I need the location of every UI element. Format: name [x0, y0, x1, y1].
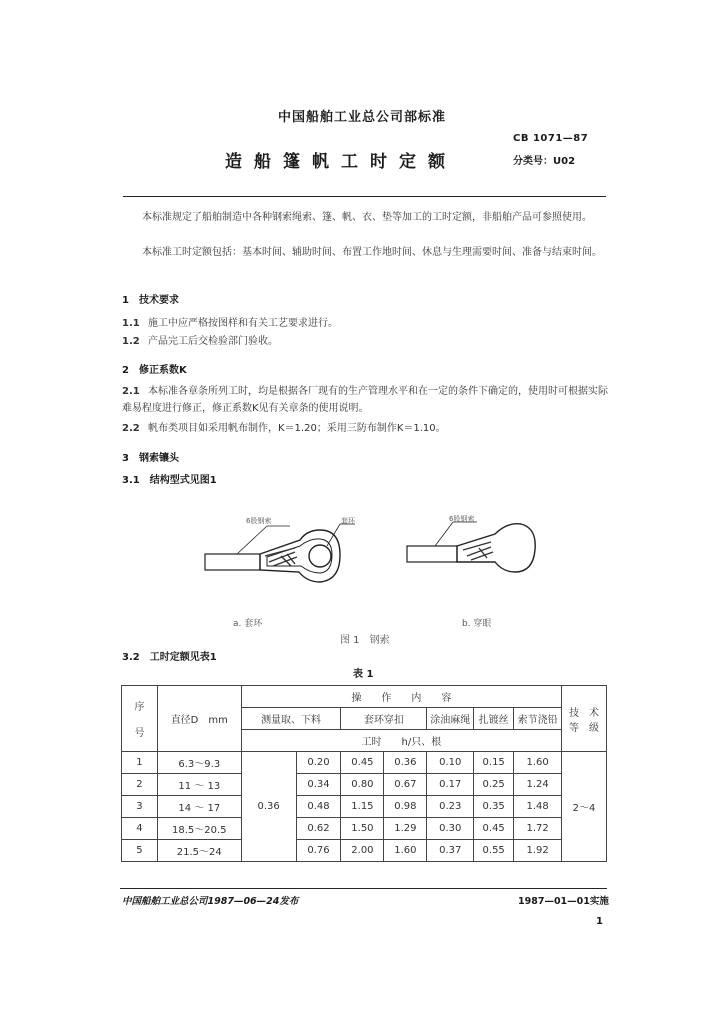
header-op-lead: 索节浇铅: [514, 708, 562, 730]
table-row: [122, 774, 607, 796]
header-op-thimble: 套环穿扣: [341, 708, 427, 730]
cell-v5: 0.45: [474, 818, 514, 840]
item-number: 1.1: [122, 318, 140, 329]
item-1-2: [122, 332, 278, 347]
cell-grade: 2～4: [562, 752, 607, 862]
fig-caption-b: b. 穿眼: [462, 619, 492, 629]
cell-v1: 0.76: [296, 840, 341, 862]
cell-v5: 0.35: [474, 796, 514, 818]
section-2-heading: 2 修正系数K: [122, 365, 187, 376]
header-operations: 操 作 内 容: [241, 686, 561, 708]
table-row: [122, 818, 607, 840]
cell-no: 3: [122, 796, 158, 818]
cell-v5: 0.55: [474, 840, 514, 862]
cell-v2: 2.00: [341, 840, 384, 862]
section-1-heading: 1 技术要求: [122, 295, 179, 306]
cell-v6: 1.48: [514, 796, 562, 818]
item-text: 帆布类项目如采用帆布制作，K＝1.20；采用三防布制作K＝1.10。: [148, 423, 446, 434]
cell-dia: 14 ～ 17: [157, 796, 241, 818]
cell-v3: 0.36: [384, 752, 427, 774]
cell-v1: 0.62: [296, 818, 341, 840]
item-2-1: [122, 383, 608, 417]
cell-v1: 0.48: [296, 796, 341, 818]
cell-v3: 0.98: [384, 796, 427, 818]
header-op-oil: 涂油麻绳: [427, 708, 474, 730]
cell-v6: 1.24: [514, 774, 562, 796]
cell-v6: 1.72: [514, 818, 562, 840]
section-3-2-heading: 3.2 工时定额见表1: [122, 652, 217, 663]
cell-v4: 0.17: [427, 774, 474, 796]
item-number: 1.2: [122, 336, 140, 347]
thimble-drawing: [205, 524, 355, 582]
figure-caption: 图 1 钢索: [340, 635, 390, 646]
intro-paragraph-2: 本标准工时定额包括：基本时间、辅助时间、布置工作地时间、休息与生理需要时间、准备与结束时间。: [142, 247, 602, 258]
cell-v2: 1.50: [341, 818, 384, 840]
header-grade: 技 术 等 级: [562, 686, 607, 752]
section-3-heading: 3 钢索镶头: [122, 453, 179, 464]
header-rule: [123, 196, 606, 197]
standard-code: CB 1071—87: [513, 133, 589, 144]
cell-no: 2: [122, 774, 158, 796]
cell-v4: 0.10: [427, 752, 474, 774]
page-number: 1: [596, 916, 603, 927]
header-diameter: 直径D mm: [157, 686, 241, 752]
cell-dia: 18.5～20.5: [157, 818, 241, 840]
cell-v2: 0.45: [341, 752, 384, 774]
item-number: 2.2: [122, 423, 140, 434]
table-title: 表 1: [353, 669, 374, 680]
fig-b-wire-label: 6股钢索: [449, 515, 475, 523]
cell-v4: 0.30: [427, 818, 474, 840]
cell-v6: 1.92: [514, 840, 562, 862]
cell-v3: 0.67: [384, 774, 427, 796]
cell-v5: 0.25: [474, 774, 514, 796]
cell-v1: 0.34: [296, 774, 341, 796]
cell-v4: 0.37: [427, 840, 474, 862]
cell-dia: 6.3～9.3: [157, 752, 241, 774]
document-title: 造船篷帆工时定额: [225, 152, 457, 172]
table-header-row-1: [122, 686, 607, 708]
cell-v3: 1.29: [384, 818, 427, 840]
header-no: 序 号: [122, 686, 158, 752]
section-3-1-heading: 3.1 结构型式见图1: [122, 475, 217, 486]
footer-rule: [120, 888, 607, 889]
header-op-bind: 扎镀丝: [474, 708, 514, 730]
item-text: 施工中应严格按图样和有关工艺要求进行。: [148, 318, 338, 329]
cell-no: 4: [122, 818, 158, 840]
cell-v4: 0.23: [427, 796, 474, 818]
classification-code: 分类号：U02: [513, 156, 576, 167]
intro-paragraph-1: 本标准规定了船舶制造中各种钢索绳索、篷、帆、衣、垫等加工的工时定额，非船舶产品可参照使用。: [142, 212, 592, 223]
item-1-1: [122, 314, 338, 329]
fig-a-thimble-label: 套环: [341, 517, 355, 525]
cell-v6: 1.60: [514, 752, 562, 774]
header-op-cut: 测量取、下料: [241, 708, 341, 730]
cell-dia: 21.5～24: [157, 840, 241, 862]
eye-splice-drawing: [407, 522, 535, 572]
cell-v2: 1.15: [341, 796, 384, 818]
cell-dia: 11 ～ 13: [157, 774, 241, 796]
item-text: 产品完工后交检验部门验收。: [148, 336, 278, 347]
cell-v5: 0.15: [474, 752, 514, 774]
table-row: [122, 752, 607, 774]
table-row: [122, 840, 607, 862]
cell-no: 5: [122, 840, 158, 862]
worktime-table: [121, 685, 607, 862]
org-title: 中国船舶工业总公司部标准: [277, 110, 446, 125]
cell-no: 1: [122, 752, 158, 774]
item-text: 本标准各章条所列工时，均是根据各厂现有的生产管理水平和在一定的条件下确定的，使用时可根据实际难易程度进行修正，修正系数K见有关章条的使用说明。: [122, 386, 608, 414]
cell-v2: 0.80: [341, 774, 384, 796]
fig-caption-a: a. 套环: [233, 619, 263, 629]
item-number: 2.1: [122, 386, 140, 397]
header-units: 工时 h/只、根: [241, 730, 561, 752]
table-row: [122, 796, 607, 818]
cell-merged-cut: 0.36: [241, 752, 296, 862]
effective-date: 1987—01—01实施: [518, 896, 609, 907]
issue-date: 中国船舶工业总公司1987—06—24发布: [122, 896, 299, 907]
fig-a-wire-label: 6股钢索: [246, 517, 272, 525]
cell-v3: 1.60: [384, 840, 427, 862]
item-2-2: [122, 419, 446, 434]
cell-v1: 0.20: [296, 752, 341, 774]
